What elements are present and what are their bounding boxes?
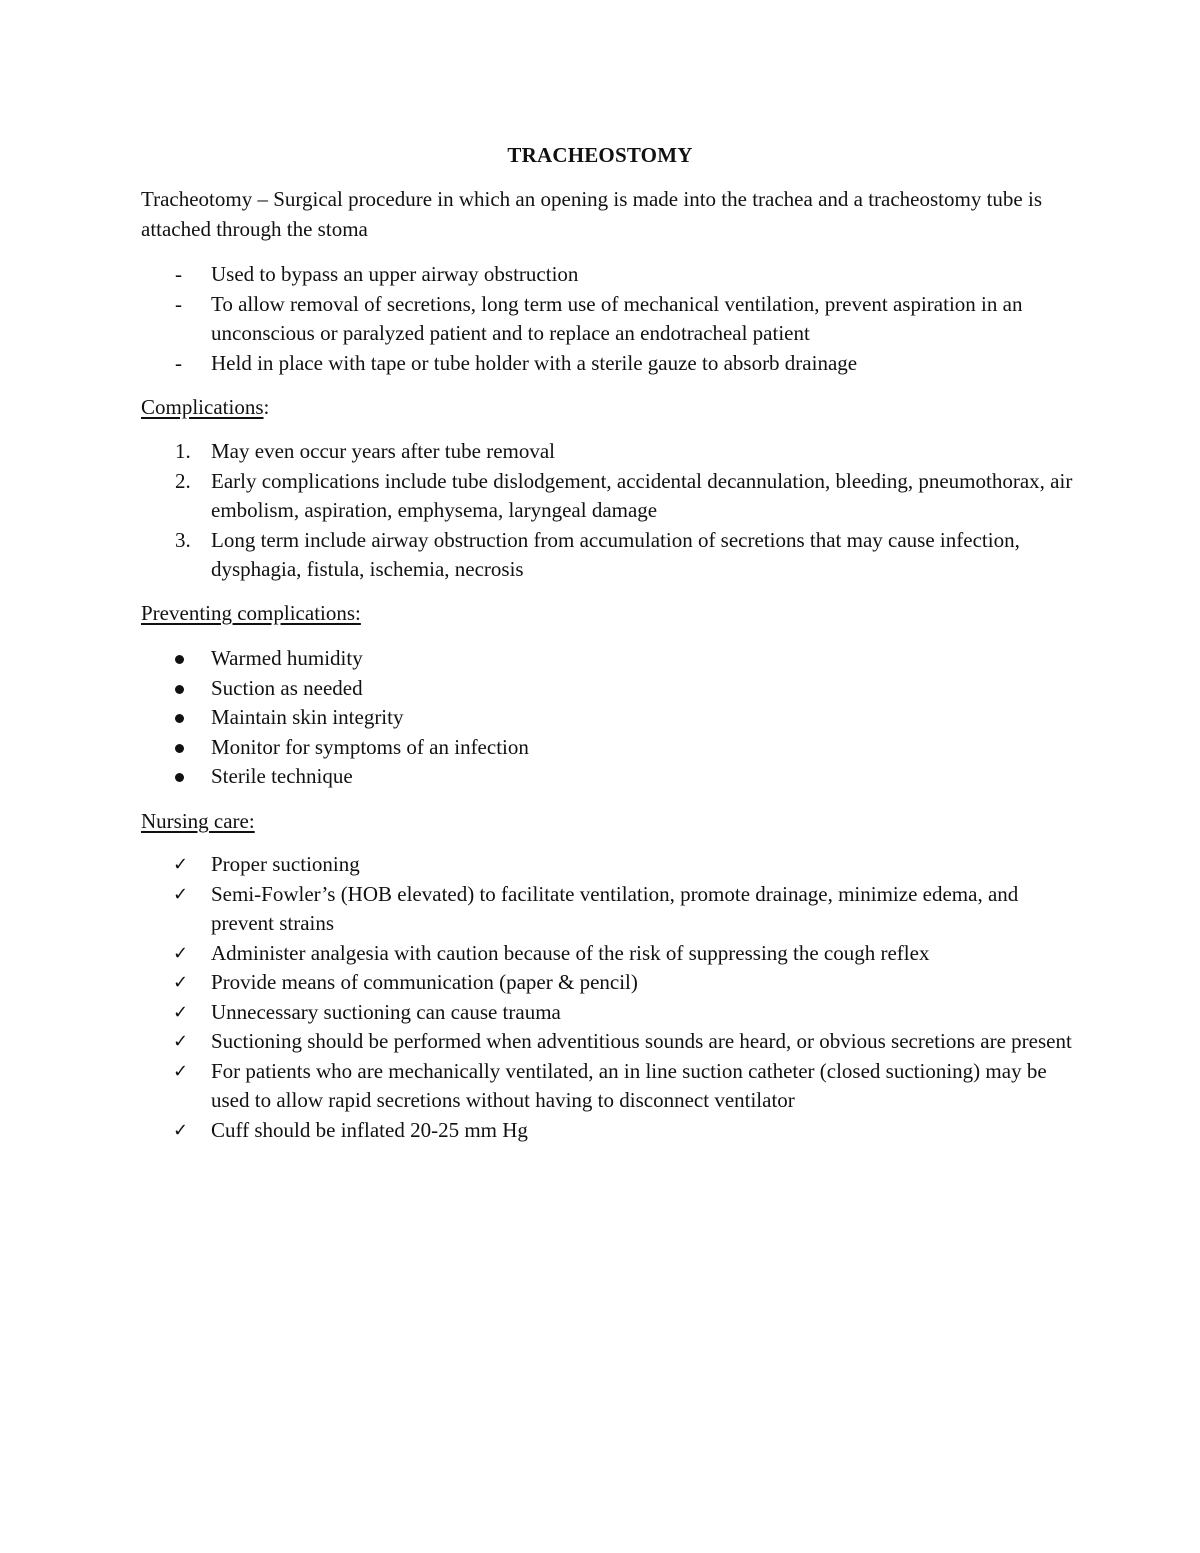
- nursing-list: [141, 850, 1081, 1145]
- list-item: [141, 290, 1081, 349]
- list-item: [141, 1116, 1081, 1146]
- list-item: [141, 850, 1081, 880]
- list-item: [141, 674, 1081, 704]
- complications-list: [141, 437, 1081, 585]
- list-item-text: May even occur years after tube removal: [211, 439, 555, 463]
- preventing-list: [141, 644, 1081, 792]
- intro-list: [141, 260, 1081, 378]
- dash-marker: -: [175, 262, 182, 286]
- list-item-text: Suction as needed: [211, 675, 363, 700]
- list-item-text: For patients who are mechanically ventilated, an in line suction catheter (closed suctioning) may be used to allow rapid secretions without having to disconnect ventilator: [211, 1058, 1047, 1112]
- list-item-text: To allow removal of secretions, long term use of mechanical ventilation, prevent aspiration in an unconscious or paralyzed patient and to replace an endotracheal patient: [211, 291, 1023, 345]
- list-item-text: Administer analgesia with caution because of the risk of suppressing the cough reflex: [211, 940, 930, 965]
- list-item: [141, 349, 1081, 379]
- checkmark-icon: ✓: [173, 1001, 189, 1023]
- list-item-text: Suctioning should be performed when adventitious sounds are heard, or obvious secretions are present: [211, 1029, 1072, 1053]
- list-item-text: Semi-Fowler’s (HOB elevated) to facilitate ventilation, promote drainage, minimize edema, and prevent strains: [211, 881, 1019, 935]
- list-item: [141, 998, 1081, 1028]
- list-item: [141, 1027, 1081, 1057]
- checkmark-icon: ✓: [173, 883, 189, 905]
- page-title: TRACHEOSTOMY: [507, 143, 693, 167]
- list-item-text: Sterile technique: [211, 764, 353, 788]
- list-item-text: Maintain skin integrity: [211, 705, 404, 729]
- list-item-text: Provide means of communication (paper & pencil): [211, 970, 638, 994]
- complications-heading: [141, 393, 269, 423]
- checkmark-icon: ✓: [173, 854, 189, 875]
- checkmark-icon: ✓: [173, 1031, 189, 1052]
- list-item-text: Warmed humidity: [211, 646, 363, 670]
- list-item: [141, 644, 1081, 674]
- complications-heading-text: Complications: [141, 395, 264, 419]
- bullet-icon: [175, 685, 184, 694]
- list-item: [141, 437, 1081, 467]
- bullet-icon: [175, 655, 184, 664]
- list-item-text: Early complications include tube dislodgement, accidental decannulation, bleeding, pneumothorax, air embolism, aspiration, emphysema, laryngeal damage: [211, 468, 1073, 522]
- list-item: [141, 1057, 1081, 1116]
- checkmark-icon: ✓: [173, 1119, 189, 1141]
- list-item: [141, 703, 1081, 733]
- list-item-text: Used to bypass an upper airway obstruction: [211, 262, 579, 286]
- list-item: [141, 260, 1081, 290]
- dash-marker: -: [175, 291, 182, 316]
- number-marker: 3.: [175, 527, 191, 552]
- list-item: [141, 762, 1081, 792]
- list-item: [141, 733, 1081, 763]
- nursing-heading: Nursing care:: [141, 809, 255, 833]
- list-item-text: Monitor for symptoms of an infection: [211, 734, 529, 759]
- checkmark-icon: ✓: [173, 972, 189, 993]
- complications-heading-suffix: :: [263, 395, 270, 419]
- number-marker: 2.: [175, 468, 191, 493]
- list-item-text: Long term include airway obstruction from accumulation of secretions that may cause infection, dysphagia, fistula, ischemia, necrosis: [211, 527, 1020, 581]
- list-item: [141, 467, 1081, 526]
- list-item: [141, 880, 1081, 939]
- bullet-icon: [175, 714, 184, 723]
- number-marker: 1.: [175, 439, 191, 463]
- dash-marker: -: [175, 350, 182, 375]
- preventing-heading: Preventing complications:: [141, 601, 361, 625]
- list-item: [141, 968, 1081, 998]
- list-item-text: Cuff should be inflated 20-25 mm Hg: [211, 1117, 528, 1142]
- intro-paragraph: Tracheotomy – Surgical procedure in which an opening is made into the trachea and a tracheostomy tube is attached through the stoma: [141, 187, 1043, 241]
- bullet-icon: [175, 744, 184, 753]
- checkmark-icon: ✓: [173, 942, 189, 964]
- list-item-text: Proper suctioning: [211, 852, 360, 876]
- bullet-icon: [175, 773, 184, 782]
- list-item-text: Unnecessary suctioning can cause trauma: [211, 999, 561, 1024]
- list-item-text: Held in place with tape or tube holder with a sterile gauze to absorb drainage: [211, 350, 858, 375]
- checkmark-icon: ✓: [173, 1060, 189, 1082]
- list-item: [141, 526, 1081, 585]
- list-item: [141, 939, 1081, 969]
